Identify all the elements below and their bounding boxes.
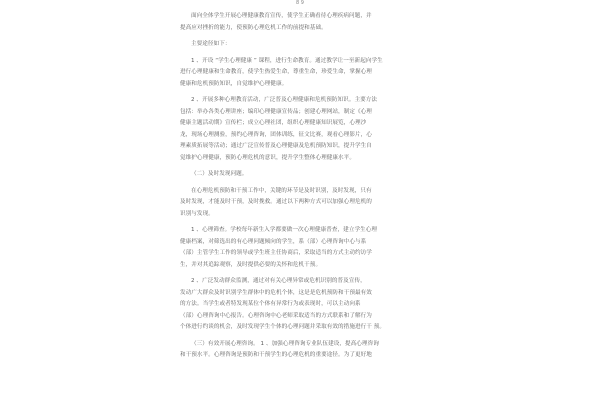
text-line: （二）及时发现问题。 — [191, 171, 248, 177]
text-line: 提高应对挫折的能力，使预防心理危机工作的前提和基础。 — [180, 24, 327, 31]
text-line: 觉维护心理健康，预防心理危机的意识，提升学生整体心理健康水平。 — [180, 154, 355, 161]
text-line: 和干预水平。心理咨询是预防和干预学生的心理危机的重要途径。为了更好地 — [180, 352, 372, 358]
text-line: 的方法。当学生或者特发现某位个体有异常行为或表现时，可以主动向系 — [180, 301, 361, 307]
section-heading-discover — [180, 169, 412, 181]
text-line: 及时发现，才能及时干预，及时挽救。通过以下两种方式可以加强心理危机的 — [180, 199, 372, 205]
page-header-mark: 8 9 — [296, 0, 304, 6]
paragraph-activities — [180, 95, 412, 164]
text-line: （部）心理咨询中心报告。心理咨询中心老师采取适当的方式联系和了解行为 — [180, 312, 372, 319]
text-line: 龙，现场心理测验，预约心理咨询，团体训练，征文比赛，观看心理影片，心 — [180, 131, 372, 138]
text-line: 2 、开展多种心理教育活动，广泛普及心理健康和危机预防知识。主要方法 — [191, 97, 378, 103]
text-line: 主要途径如下： — [191, 41, 231, 47]
paragraph-main-approaches — [180, 39, 412, 51]
paragraph-identification — [180, 186, 412, 221]
paragraph-monitoring — [180, 276, 412, 334]
text-line: 在心理危机预防和干预工作中，关键的环节是及时识别，及时发现，只有 — [191, 187, 372, 194]
text-line: 2 、广泛发动群众监测，通过对有关心理异常或危机识别的普及宣传， — [191, 278, 366, 284]
text-line: 包括：举办各类心理讲座；编印心理健康宣传品；创建心理网站，制定《心理 — [180, 108, 372, 115]
text-line: （三）有效开展心理咨询。 1 、加强心理咨询专业队伍建设，提高心理咨询 — [191, 340, 379, 347]
text-line: 生，并对其追踪观察，及时提供必要的关怀和危机干预。 — [180, 261, 322, 268]
text-line: 1 、心理筛查。学校每年新生入学都要做一次心理健康普查，建立学生心理 — [191, 227, 378, 233]
paragraph-course — [180, 56, 412, 91]
paragraph-counseling — [180, 339, 412, 362]
text-line: 健康档案，对筛选出的有心理问题倾向的学生，系（部）心理咨询中心与系 — [180, 238, 367, 245]
text-line: 理素质拓展等活动；通过广泛宣传普及心理健康及危机预防知识，提升学生自 — [180, 143, 372, 149]
text-line: 1 、开设 “学生心理健康 ” 课程，进行生命教育。通过教学让一至新起向学生 — [191, 57, 383, 64]
text-line: 面向全体学生开展心理健康教育宣传，使学生正确看待心理疾病问题，并 — [191, 13, 372, 19]
paragraph-screening — [180, 225, 412, 271]
text-line: 健康主题活动期》宣传栏；成立心理社团，组织心理健康知识展览，心理沙 — [180, 120, 367, 126]
text-line: 识别与发现。 — [180, 210, 214, 217]
text-line: 发动广大群众及时识别学生群体中的危机个体，这是是危机预防和干预最有效 — [180, 289, 372, 296]
text-line: 进行心理健康和生命教育，使学生热爱生命，尊重生命，珍爱生命，掌握心理 — [180, 69, 372, 75]
document-body — [180, 11, 412, 367]
text-line: 健康和危机预防知识，自觉维护心理健康。 — [180, 80, 288, 87]
paragraph-intro — [180, 11, 412, 34]
text-line: （部）主管学生工作的领导或学生班主任协商后，采取适当的方式主动约访学 — [180, 250, 372, 256]
text-line: 个体进行约谈的机会，及时发现学生个体的心理问题并采取有效的措施进行干 预。 — [180, 324, 386, 330]
